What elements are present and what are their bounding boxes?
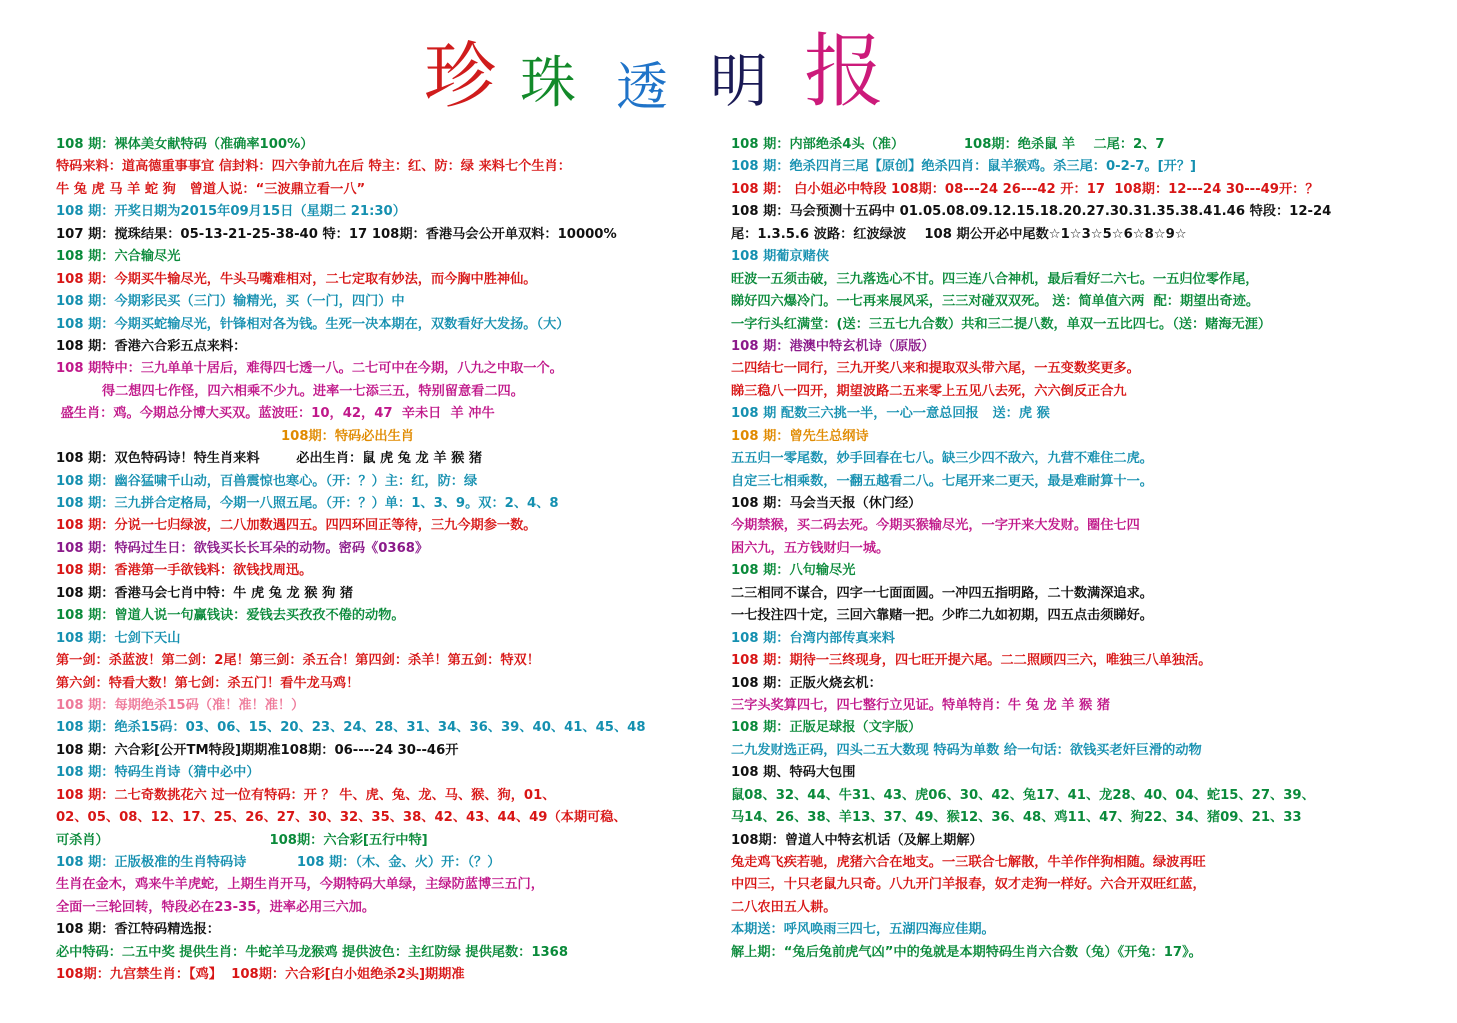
text-line: 108 期：分说一七归绿波，二八加数遇四五。四四环回正等待，三九今期参一数。	[56, 518, 537, 534]
newspaper-title	[420, 25, 900, 128]
text-line: 马14、26、38、羊13、37、49、猴12、36、48、鸡11、47、狗22、34、猪09、21、33	[731, 810, 1302, 826]
text-line: 108 期葡京赌侠	[731, 249, 830, 265]
text-line: 108 期：绝杀15码：03、06、15、20、23、24、28、31、34、36、39、40、41、45、48	[56, 720, 646, 736]
title-char: 透	[616, 58, 669, 118]
text-line: 108 期：香江特码精选报：	[56, 922, 220, 938]
text-line: 108 期：香港马会七肖中特：牛 虎 兔 龙 猴 狗 猪	[56, 585, 354, 601]
text-line: 兔走鸡飞疾若驰，虎猪六合在地支。一三联合七解散，牛羊作伴狗相随。绿波再旺	[731, 855, 1206, 870]
text-line: 困六九，五方钱财归一城。	[731, 540, 890, 556]
text-line: 108 期：曾先生总纲诗	[731, 428, 869, 444]
title-char: 珍	[424, 34, 497, 118]
text-line: 108 期：双色特码诗！特生肖来料 必出生肖：鼠 虎 兔 龙 羊 猴 猪	[56, 451, 483, 467]
text-line: 108期：九宫禁生肖：【鸡】 108期：六合彩[白小姐绝杀2头]期期准	[56, 967, 465, 983]
text-line: 108 期：台湾内部传真来料	[731, 630, 895, 646]
text-line: 108 期：内部绝杀4头（准） 108期：绝杀鼠 羊 二尾：2、7	[731, 137, 1165, 152]
text-line: 108期：特码必出生肖	[56, 428, 414, 444]
text-line: 一七投注四十定，三回六靠赌一把。少昨二九如初期，四五点击须睇好。	[731, 608, 1153, 624]
text-line: 必中特码：二五中奖 提供生肖：牛蛇羊马龙猴鸡 提供波色：主红防绿 提供尾数：1368	[56, 944, 569, 960]
text-line: 二三相同不谋合，四字一七面面圆。一冲四五指明路，二十数满深追求。	[731, 585, 1153, 601]
text-line: 108 期：马会当天报（休门经）	[731, 496, 922, 511]
text-line: 108 期：六合输尽光	[56, 249, 181, 265]
text-line: 旺波一五须击破，三九落选心不甘。四三连八合神机，最后看好二六七。一五归位零作尾，	[731, 271, 1259, 287]
text-line: 108 期：港澳中特玄机诗（原版）	[731, 338, 935, 354]
text-line: 全面一三轮回转，特段必在23-35，进率必用三六加。	[56, 899, 376, 915]
text-line: 108 期：今期彩民买（三门）输精光，买（一门，四门）中	[56, 294, 405, 310]
text-line: 尾：1.3.5.6 波路：红波绿波 108 期公开必中尾数☆1☆3☆5☆6☆8☆9☆	[731, 226, 1187, 242]
text-line: 二九发财选正码，四头二五大数现 特码为单数 给一句话：欲钱买老奸巨滑的动物	[731, 742, 1202, 758]
text-line: 今期禁猴，买二码去死。今期买猴输尽光，一字开来大发财。圈住七四	[731, 518, 1140, 534]
text-line: 108 期：香港六合彩五点来料：	[56, 338, 247, 354]
text-line: 睇好四六爆冷门。一七再来展风采，三三对碰双双死。 送：简单值六两 配：期望出奇迹。	[731, 294, 1260, 310]
text-line: 108 期：三九拼合定格局，今期一八照五尾。（开：？）单：1、3、9。双：2、4、8	[56, 496, 559, 511]
text-line: 108 期：今期买牛输尽光，牛头马嘴难相对，二七定取有妙法，而今胸中胜神仙。	[56, 271, 537, 287]
text-line: 108 期：曾道人说一句赢钱诀：爱钱去买孜孜不倦的动物。	[56, 608, 405, 624]
text-line: 自定三七相乘数，一翻五越看二八。七尾开来二更天，最是难耐算十一。	[731, 473, 1153, 489]
text-line: 108 期：八句输尽光	[731, 563, 856, 579]
title-char: 珠	[520, 51, 576, 116]
text-line: 解上期：“兔后兔前虎气凶”中的兔就是本期特码生肖六合数（兔）《开兔：17》。	[731, 944, 1202, 960]
text-line: 108 期： 白小姐必中特段 108期：08---24 26---42 开：17 108期：12---24 30---49开：？	[731, 181, 1319, 197]
text-line: 108 期、特码大包围	[731, 765, 856, 781]
text-line: 108 期特中：三九单单十居后，难得四七透一八。二七可中在今期，八九之中取一个。	[56, 361, 563, 377]
left-column	[56, 134, 706, 987]
text-line: 生肖在金木，鸡来牛羊虎蛇，上期生肖开马，今期特码大单绿，主绿防蓝博三五门，	[56, 877, 544, 893]
text-line: 盛生肖：鸡。今期总分博大买双。蓝波旺：10，42，47 辛未日 羊 冲牛	[56, 406, 495, 422]
text-line: 中四三，十只老鼠九只奇。八九开门羊报春，奴才走狗一样好。六合开双旺红蓝，	[731, 877, 1206, 893]
text-line: 108 期：正版极准的生肖特码诗 108 期：（木、金、火）开：（？）	[56, 855, 501, 870]
text-line: 鼠08、32、44、牛31、43、虎06、30、42、兔17、41、龙28、40、04、蛇15、27、39、	[731, 787, 1315, 803]
text-line: 得二想四七作怪，四六相乘不少九。进率一七添三五，特别留意看二四。	[56, 383, 524, 399]
text-line: 108 期 配数三六挑一半，一心一意总回报 送：虎 猴	[731, 406, 1050, 422]
text-line: 第六剑：特看大数！第七剑：杀五门！看牛龙马鸡！	[56, 675, 360, 691]
text-line: 108 期：香港第一手欲钱料：欲钱找周迅。	[56, 563, 313, 579]
text-line: 一字行头红满堂：(送：三五七九合数）共和三二提八数，单双一五比四七。（送：赌海无涯）	[731, 316, 1272, 332]
text-line: 牛 兔 虎 马 羊 蛇 狗 曾道人说：“三波鼎立看一八”	[56, 181, 366, 197]
text-line: 108 期：特码过生日：欲钱买长长耳朵的动物。密码《0368》	[56, 540, 429, 556]
text-line: 107 期：搅珠结果：05-13-21-25-38-40 特：17 108期：香港马会公开单双料：10000%	[56, 226, 617, 242]
title-char: 明	[710, 47, 769, 115]
text-line: 108 期：六合彩[公开TM特段]期期准108期：06----24 30--46开	[56, 742, 459, 758]
text-line: 108 期：幽谷猛啸千山动，百兽震惊也寒心。（开：？）主：红，防：绿	[56, 473, 478, 489]
text-line: 108 期：开奖日期为2015年09月15日（星期二 21:30）	[56, 204, 406, 220]
text-line: 二八农田五人耕。	[731, 899, 837, 915]
text-line: 第一剑：杀蓝波！第二剑：2尾！第三剑：杀五合！第四剑：杀羊！第五剑：特双！	[56, 653, 540, 669]
title-char: 报	[804, 25, 884, 118]
text-line: 特码来料：道高德重事事宜 信封料：四六争前九在后 特主：红、防：绿 来料七个生肖：	[56, 159, 571, 175]
text-line: 108 期：正版火烧玄机：	[731, 675, 882, 691]
text-line: 108 期：特码生肖诗（猜中必中）	[56, 765, 260, 781]
text-line: 108 期：每期绝杀15码（准！准！准！）	[56, 697, 305, 713]
text-line: 三字头奖算四七，四七整行立见证。特单特肖：牛 兔 龙 羊 猴 猪	[731, 697, 1111, 713]
text-line: 108 期：绝杀四肖三尾【原创】绝杀四肖：鼠羊猴鸡。杀三尾：0-2-7。[开？]	[731, 159, 1197, 175]
text-line: 02、05、08、12、17、25、26、27、30、32、35、38、42、43、44、49（本期可稳、	[56, 810, 627, 826]
text-line: 108 期：正版足球报（文字版）	[731, 720, 922, 736]
text-line: 本期送：呼风唤雨三四七，五湖四海应佳期。	[731, 922, 995, 938]
text-line: 108 期：期待一三终现身，四七旺开提六尾。二二照顾四三六，唯独三八单独活。	[731, 653, 1212, 669]
text-line: 108 期：马会预测十五码中 01.05.08.09.12.15.18.20.27.30.31.35.38.41.46 特段：12-24	[731, 204, 1332, 220]
text-line: 二四结七一同行，三九开奖八来和提取双头带六尾，一五变数奖更多。	[731, 361, 1140, 377]
text-line: 108 期：七剑下天山	[56, 630, 181, 646]
right-column	[731, 134, 1431, 964]
text-line: 108 期：今期买蛇输尽光，针锋相对各为钱。生死一决本期在，双数看好大发扬。（大）	[56, 316, 570, 332]
text-line: 108期：曾道人中特玄机话（及解上期解）	[731, 832, 983, 848]
text-line: 108 期：裸体美女献特码（准确率100%）	[56, 137, 314, 152]
text-line: 睇三稳八一四开，期望波路二五来零上五见八去死，六六倒反正合九	[731, 383, 1127, 399]
text-line: 可杀肖） 108期：六合彩[五行中特]	[56, 832, 428, 848]
text-line: 五五归一零尾数，妙手回春在七八。缺三少四不敌六，九营不难住二虎。	[731, 451, 1153, 467]
text-line: 108 期：二七奇数挑花六 过一位有特码：开 ？ 牛、虎、兔、龙、马、猴、狗，01、	[56, 787, 556, 803]
